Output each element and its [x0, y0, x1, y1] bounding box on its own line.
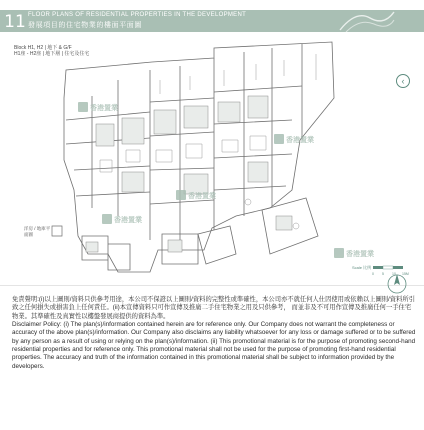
- disclaimer: [12, 296, 416, 371]
- scale-ruler-icon: [372, 265, 414, 277]
- scale-bar: [352, 265, 414, 277]
- floor-plan-drawing: [0, 40, 424, 286]
- watermark-3: 香港置業: [188, 193, 216, 200]
- watermark-5: 香港置業: [346, 251, 374, 258]
- side-label: 洋房 / 地庫平面圖: [24, 226, 51, 237]
- scale-mark-1: 5: [382, 272, 384, 276]
- disclaimer-en: Disclaimer Policy: (i) The plan(s)/information contained herein are for reference only. Our Company does not warrant the completeness or accuracy of the above plan(s)/information. Our Company also disclaims any liability whatsoever for any loss or damage suffered or to be suffered by any person as a result of using or relying on the plan(s)/information. (ii) This promotional material is for the purpose of promoting second-hand residential properties and for reference only. This promotional material shall not be used for the purpose of promoting first-hand residential properties. The accuracy and truth of the information contained in this promotional material shall be subject to information provided by the developers.: [12, 321, 416, 370]
- plan-meta-line-1: Block H1, H2 | 地下 & G/F: [14, 45, 72, 51]
- page-title-en: FLOOR PLANS OF RESIDENTIAL PROPERTIES IN THE DEVELOPMENT: [28, 12, 247, 18]
- watermark-4: 香港置業: [286, 137, 314, 144]
- disclaimer-zh: 免責聲明:(i)以上圖則/資料只供參考用途，本公司不保證以上圖則/資料的完整性或準確性，本公司亦不就任何人仕因使用或依賴以上圖則/資料所引致之任何損失或損害負上任何責任。(ii)本宣傳資料只可作宣傳及推廣二手住宅物業之用及只供參考， 而並非及不可用作宣傳及推廣任何一手住宅物業。其準確性及真實性以樓盤發展商提供的資料為準。: [12, 296, 415, 320]
- nav-circle-icon[interactable]: ‹: [396, 74, 410, 88]
- section-number: 11: [4, 12, 26, 32]
- scale-mark-0: 0: [372, 272, 374, 276]
- page-title-zh: 發展項目的住宅物業的樓面平面圖: [28, 22, 142, 29]
- brand-watermark-icon: [336, 8, 396, 34]
- watermark-2: 香港置業: [114, 217, 142, 224]
- scale-label: Scale 比例: [352, 265, 372, 270]
- scale-mark-3: 15M: [402, 272, 409, 276]
- watermark-1: 香港置業: [90, 105, 118, 112]
- lower-unit-b: [198, 226, 236, 264]
- floor-plan-sheet: [0, 40, 424, 286]
- plan-meta-line-2: H1座 - H2座 | 地下層 | 住宅及住宅: [14, 51, 90, 57]
- scale-mark-2: 10: [392, 272, 396, 276]
- header-bar: [0, 0, 424, 40]
